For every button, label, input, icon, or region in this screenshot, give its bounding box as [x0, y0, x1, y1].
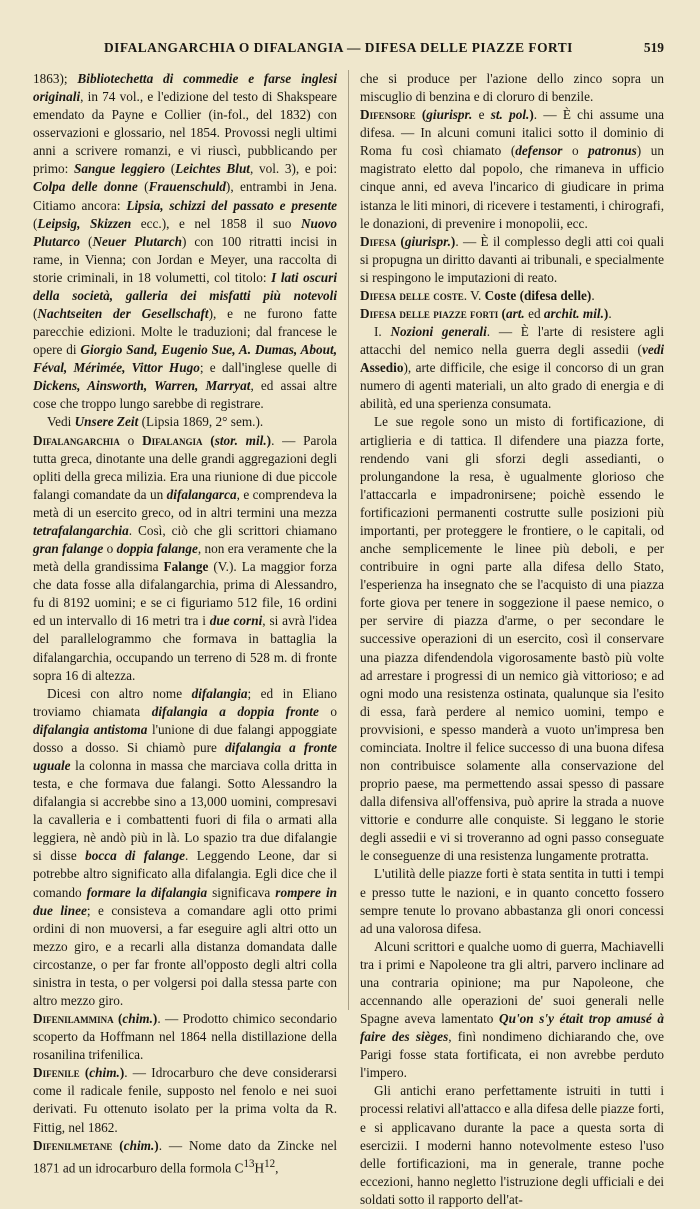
running-title: DIFALANGARCHIA O DIFALANGIA — DIFESA DELLE PIAZZE FORTI [104, 40, 573, 55]
paragraph: 1863); Bibliotechetta di commedie e farse inglesi originali, in 74 vol., e l'edizione del testo di Shakspeare emendato da Payne e Collier (in-fol., del 1832) con osservazioni e glossario, nel 1854. Provossi negli ultimi anni a scrivere romanzi, e vi riuscì, pubblicando per primo: Sangue leggiero (Leichtes Blut, vol. 3), e poi: Colpa delle donne (Frauenschuld), entrambi in Jena. Citiamo ancora: Lipsia, schizzi del passato e presente (Leipsig, Skizzen ecc.), e nel 1858 il suo Nuovo Plutarco (Neuer Plutarch) con 100 ritratti incisi in rame, in Vienna; con Jordan e Meyer, una raccolta di storie criminali, in 18 volumetti, col titolo: I lati oscuri della società, galleria dei misfatti più notevoli (Nachtseiten der Gesellschaft), e ne furono fatte parecchie edizioni. Molte le traduzioni; dal francese le opere di Giorgio Sand, Eugenio Sue, A. Dumas, About, Féval, Mérimée, Vittor Hugo; e dall'inglese quelle di Dickens, Ainsworth, Warren, Marryat, ed assai altre cose che troppo lungo sarebbe di registrare. [33, 71, 338, 412]
paragraph: Difenilmetane (chim.). — Nome dato da Zincke nel 1871 ad un idrocarburo della formola $C^{13}H^{12}$, [33, 1137, 338, 1176]
paragraph: Alcuni scrittori e qualche uomo di guerra, Machiavelli tra i primi e Napoleone tra gli altri, parvero inclinare ad una contraria opinione; ma pur Napoleone, che accennando alle operazioni de' suoi generali nelle Spagne aveva lamentato Qu'on s'y était trop amusé à faire des sièges, finì nondimeno dichiarando che, ove Parigi fosse stata fortificata, ei non avrebbe perduto l'impero. [360, 938, 665, 1081]
paragraph: Vedi Unsere Zeit (Lipsia 1869, 2° sem.). [47, 414, 264, 430]
paragraph: Difensore (giurispr. e st. pol.). — È chi assume una difesa. — In alcuni comuni italici sotto il dominio di Roma fu così chiamato (defensor o patronus) un magistrato eletto dal popolo, che rimaneva in ufficio cinque anni, ed aveva l'incarico di giudicare in prima istanza le liti minori, di ricevere i testamenti, i chirografi, le donazioni, di prevenire i monopolii, ecc. [360, 107, 665, 231]
paragraph: Le sue regole sono un misto di fortificazione, di artiglieria e di tattica. Il difendere una piazza forte, rendendo vani gli sforzi degli assedianti, o prolungandone la resa, è ugualmente glorioso che l'attaccarla e impadronirsene; poichè essendo le fortificazioni permanenti costrutte sulle posizioni più importanti, per proteggere le frontiere, o le capitali, od anche semplicemente le linee più deboli, e per contribuire in ogni parte alla difesa dello Stato, l'esperienza ha insegnato che se l'acquisto di una piazza forte giova per tenere in soggezione il paese nemico, o per servire di piazza d'arme, o per secondare le successive operazioni di un esercito, così il conservare una piazza difendendola vigorosamente bastò più volte ad arrestare i progressi di un nemico già vittorioso; e ad ogni modo una resistenza ostinata, qualunque sia l'esito di essa, farà perdere al nemico uomini, tempo e provvisioni, e spesso manderà a vuoto un'impresa ben cominciata. Inoltre il felice successo di una buona difesa non contribuisce solamente alla conservazione del proprio paese, ma permettendo assai spesso di passare dalla difensiva all'offensiva, può aprire la strada a nuove vittorie e condurre alle conquiste. Si leggano le storie degli assedii e vi si troveranno ad ogni passo conseguate le conseguenze di una resistenza lungamente protratta. [360, 414, 665, 864]
paragraph: Difalangarchia o Difalangia (stor. mil.). — Parola tutta greca, dinotante una delle grandi aggregazioni degli opliti della greca milizia. Era una riunione di due piccole falangi comandate da un difalangarca, e comprendeva la metà di un esercito greco, od in altri termini una mezza tetrafalangarchia. Così, ciò che gli scrittori chiamano gran falange o doppia falange, non era veramente che la metà della grandissima Falange (V.). La maggior forza che data fosse alla difalangarchia, prima di Alessandro, fu di 8192 uomini; e se ci figuriamo 512 file, 16 ordini ed un intervallo di 16 metri tra i due corni, si avrà l'idea del parallelogrammo che formava in battaglia la difalangarchia, occupando un terreno di 528 m. di fronte sopra 16 di altezza. [33, 432, 338, 683]
paragraph: Difenilammina (chim.). — Prodotto chimico secondario scoperto da Hoffmann nel 1864 nella distillazione della rosanilina trifenilica. [33, 1011, 338, 1063]
paragraph: I. Nozioni generali. — È l'arte di resistere agli attacchi del nemico nella guerra degli assedii (vedi Assedio), arte difficile, che esige il concorso di un gran numero di agenti materiali, un alto grado di energia e di abilità, ed una sperienza consumata. [360, 324, 665, 412]
paragraph: Difenile (chim.). — Idrocarburo che deve considerarsi come il radicale fenile, supposto nel fenolo e nei suoi derivati. Fu ottenuto isolato per la prima volta da R. Fittig, nel 1862. [33, 1065, 338, 1135]
right-column [360, 70, 665, 1207]
column-divider [348, 70, 349, 1010]
page-number: 519 [643, 40, 664, 55]
paragraph: L'utilità delle piazze forti è stata sentita in tutti i tempi e presso tutte le nazioni, e in quanto concetto fossero sempre tenute lo provano abbastanza gli onori concessi ad una valorosa difesa. [360, 866, 665, 936]
paragraph: Dicesi con altro nome difalangia; ed in Eliano troviamo chiamata difalangia a doppia fronte o difalangia antistoma l'unione di due falangi appoggiate dosso a dosso. Si chiamò pure difalangia a fronte uguale la colonna in massa che marciava colla dritta in testa, e che formava due falangi. Sotto Alessandro la difalangia si accrebbe sino a 13,000 uomini, compresavi la cavalleria e i combattenti fuori di fila o armati alla leggiera, nè andò più in là. Lo spazio tra due difalangie si disse bocca di falange. Leggendo Leone, dar si potrebbe altro significato alla difalangia. Egli dice che il comando formare la difalangia significava rompere in due linee; e consisteva a comandare agli otto primi ordini di non muoversi, a far eseguire agli altri otto un mezzo giro, e a recarli alla distanza domandata dalle circostanze, o per far fronte all'opposto degli altri colla sinistra in testa, o per volgersi poi dalla stessa parte con altro mezzo giro. [33, 685, 338, 1008]
text-columns [33, 70, 665, 1207]
paragraph: Difesa delle coste. V. Coste (difesa delle). [360, 287, 595, 303]
paragraph: Gli antichi erano perfettamente istruiti in tutti i processi relativi all'attacco e alla difesa delle piazze forti, e si applicavano durante la pace a questa sorta di esercizii. I moderni hanno notevolmente esteso l'uso delle fortificazioni, ma in generale, tranne poche eccezioni, hanno negletto l'istruzione degli ufficiali e dei soldati sotto il rapporto dell'at- [360, 1083, 665, 1207]
running-header [33, 40, 664, 64]
left-column [33, 70, 338, 1176]
paragraph: Difesa (giurispr.). — È il complesso degli atti coi quali si propugna un diritto davanti ai tribunali, e specialmente si respingono le imputazioni di reato. [360, 233, 665, 285]
paragraph: che si produce per l'azione dello zinco sopra un miscuglio di benzina e di cloruro di benzile. [360, 71, 665, 105]
paragraph: Difesa delle piazze forti (art. ed archit. mil.). [360, 306, 612, 322]
